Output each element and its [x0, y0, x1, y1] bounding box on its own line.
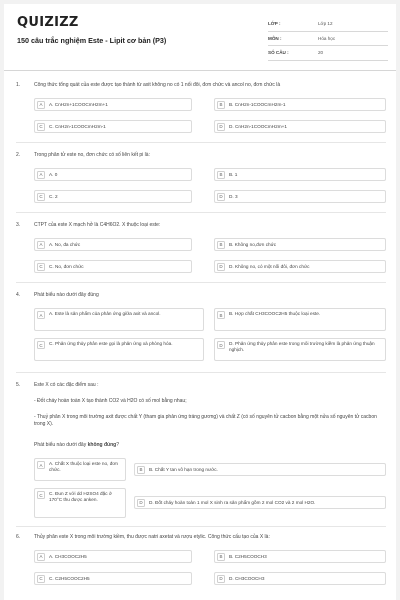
- option-text: D. 3: [229, 193, 238, 199]
- meta-row-class: [268, 17, 388, 32]
- quizizz-logo: QUIZIZZ: [17, 15, 79, 30]
- option-text: D. CnH2n-1COOCmH2m+1: [229, 123, 287, 129]
- option-text: B. Không no,đơn chức: [229, 241, 277, 247]
- meta-label: LỚP :: [268, 21, 281, 27]
- option-letter: D: [217, 263, 225, 271]
- option-b[interactable]: [134, 463, 386, 476]
- option-letter: C: [37, 341, 45, 349]
- option-text: D. Không no, có một nối đôi, đơn chức: [229, 263, 310, 269]
- meta-table: [268, 17, 388, 61]
- option-text: C. Phản ứng thủy phân este gọi là phản ứng xà phòng hóa.: [49, 341, 173, 346]
- option-letter: B: [217, 171, 225, 179]
- option-a[interactable]: [34, 168, 192, 181]
- option-letter: C: [37, 263, 45, 271]
- option-d[interactable]: [214, 120, 386, 133]
- option-letter: C: [37, 575, 45, 583]
- meta-row-count: [268, 46, 388, 61]
- option-a[interactable]: [34, 550, 192, 563]
- option-text: B. 1: [229, 171, 238, 177]
- question-condition-2: - Thuỷ phân X trong môi trường axit được chất Y (tham gia phản ứng tráng gương) và chất Z (có số nguyên tử cacbon bằng một nửa số nguyên tử cacbon trong X).: [34, 414, 377, 427]
- option-text: B. Chất Y tan vô hạn trong nước.: [149, 466, 218, 472]
- question-number: 2.: [16, 152, 21, 158]
- option-c[interactable]: [34, 338, 204, 361]
- option-letter: D: [217, 341, 225, 349]
- meta-value: 20: [318, 50, 324, 56]
- question-text: Phát biểu nào dưới đây đúng: [34, 292, 99, 298]
- worksheet-page: [4, 4, 396, 600]
- option-letter: B: [137, 466, 145, 474]
- option-letter: D: [137, 499, 145, 507]
- option-text: A. Chất X thuộc loại este no, đơn chức.: [49, 461, 119, 472]
- question-ask-prefix: Phát biểu nào dưới đây: [34, 442, 88, 448]
- option-b[interactable]: [214, 168, 386, 181]
- question-ask-suffix: ?: [116, 442, 119, 448]
- option-b[interactable]: [214, 550, 386, 563]
- meta-row-subject: [268, 32, 388, 47]
- option-text: B. Hợp chất CH3COOC2H5 thuộc loại este.: [229, 311, 321, 316]
- option-c[interactable]: [34, 120, 192, 133]
- option-text: A. CH3COOC2H5: [49, 553, 87, 559]
- question-divider: [16, 282, 386, 283]
- option-text: D. Phản ứng thủy phân este trong môi trường kiềm là phản ứng thuận nghịch.: [229, 341, 375, 352]
- option-c[interactable]: [34, 572, 192, 585]
- option-text: B. C2H5COOCH3: [229, 553, 267, 559]
- question-number: 5.: [16, 382, 21, 388]
- option-letter: D: [217, 123, 225, 131]
- question-text: Este X có các đặc điểm sau :: [34, 382, 99, 388]
- option-text: C. 2: [49, 193, 58, 199]
- option-c[interactable]: [34, 190, 192, 203]
- option-c[interactable]: [34, 488, 126, 518]
- option-text: A. No, đa chức: [49, 241, 81, 247]
- option-text: C. No, đơn chức: [49, 263, 84, 269]
- option-letter: A: [37, 241, 45, 249]
- option-text: D. Đốt cháy hoàn toàn 1 mol X sinh ra sản phẩm gồm 2 mol CO2 và 2 mol H2O.: [149, 499, 316, 505]
- option-letter: B: [217, 241, 225, 249]
- option-text: A. CnH2n+1COOCmH2m+1: [49, 101, 108, 107]
- option-letter: A: [37, 553, 45, 561]
- option-text: B. CnH2n-1COOCmH2m-1: [229, 101, 286, 107]
- option-letter: A: [37, 311, 45, 319]
- option-text: C. CnH2n-1COOCmH2m-1: [49, 123, 106, 129]
- option-letter: A: [37, 461, 45, 469]
- option-letter: D: [217, 575, 225, 583]
- option-b[interactable]: [214, 308, 386, 331]
- option-d[interactable]: [134, 496, 386, 509]
- question-text: Công thức tổng quát của este được tạo thành từ axit không no có 1 nối đôi, đơn chức và ancol no, đơn chức là: [34, 82, 281, 88]
- question-number: 3.: [16, 222, 21, 228]
- question-number: 1.: [16, 82, 21, 88]
- question-text: Trong phân tử este no, đơn chức có số liên kết pi là:: [34, 152, 150, 158]
- option-text: C. C2H5COOC2H5: [49, 575, 90, 581]
- question-text: CTPT của este X mạch hở là C4H6O2. X thuộc loại este:: [34, 222, 161, 228]
- question-condition-1: - Đốt cháy hoàn toàn X tạo thành CO2 và H2O có số mol bằng nhau;: [34, 398, 187, 404]
- option-letter: B: [217, 311, 225, 319]
- option-letter: C: [37, 123, 45, 131]
- option-d[interactable]: [214, 260, 386, 273]
- option-letter: C: [37, 491, 45, 499]
- meta-value: Lớp 12: [318, 21, 333, 27]
- question-ask-emphasis: không đúng: [87, 442, 117, 448]
- question-number: 6.: [16, 534, 21, 540]
- option-b[interactable]: [214, 98, 386, 111]
- option-text: A. 0: [49, 171, 58, 177]
- option-a[interactable]: [34, 98, 192, 111]
- option-b[interactable]: [214, 238, 386, 251]
- option-c[interactable]: [34, 260, 192, 273]
- worksheet-title: 150 câu trắc nghiệm Este - Lipit cơ bản (P3): [17, 36, 167, 45]
- option-letter: B: [217, 101, 225, 109]
- option-a[interactable]: [34, 238, 192, 251]
- option-letter: C: [37, 193, 45, 201]
- question-divider: [16, 526, 386, 527]
- meta-value: Hóa học: [318, 35, 336, 41]
- option-letter: A: [37, 101, 45, 109]
- option-letter: A: [37, 171, 45, 179]
- option-text: D. CH3COOCH3: [229, 575, 265, 581]
- question-divider: [16, 142, 386, 143]
- header-divider: [4, 70, 396, 71]
- option-text: A. Este là sản phẩm của phản ứng giữa axit và ancol.: [49, 311, 161, 316]
- question-divider: [16, 372, 386, 373]
- option-a[interactable]: [34, 308, 204, 331]
- option-text: C. Đun Z với dd H2SO4 đặc ở 170°C thu được anken.: [49, 491, 112, 502]
- option-a[interactable]: [34, 458, 126, 481]
- question-ask: [34, 442, 384, 449]
- question-number: 4.: [16, 292, 21, 298]
- option-letter: B: [217, 553, 225, 561]
- option-letter: D: [217, 193, 225, 201]
- option-d[interactable]: [214, 338, 386, 361]
- meta-label: SỐ CÂU :: [268, 50, 289, 56]
- option-d[interactable]: [214, 190, 386, 203]
- question-text: Thủy phân este X trong môi trường kiềm, thu được natri axetat và rượu etylic. Công thức cấu tạo của X là:: [34, 534, 270, 540]
- question-divider: [16, 212, 386, 213]
- option-d[interactable]: [214, 572, 386, 585]
- meta-label: MÔN :: [268, 35, 282, 41]
